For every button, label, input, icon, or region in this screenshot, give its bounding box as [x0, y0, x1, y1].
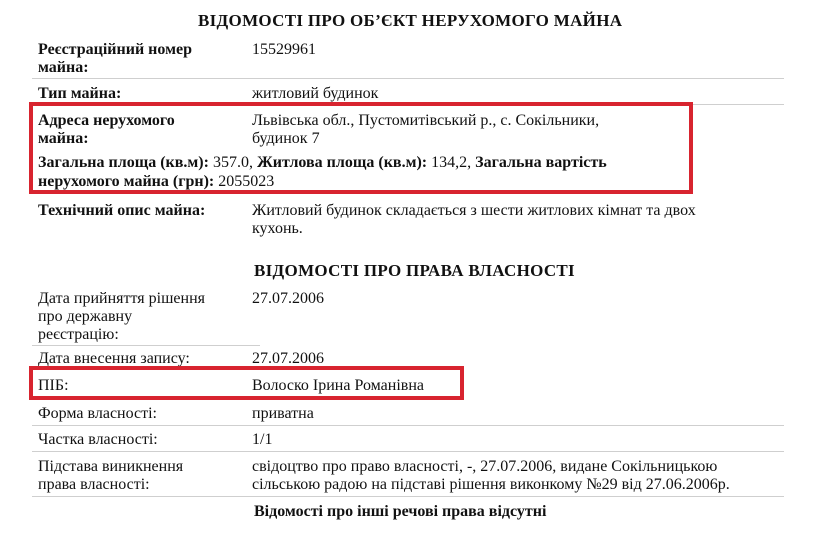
ownership-form-label: Форма власності: [38, 405, 157, 422]
basis-label-line2: права власності: [38, 476, 150, 493]
reg-number-label-line2: майна: [38, 59, 89, 76]
living-area-label: Житлова площа (кв.м): [256, 154, 428, 171]
share-value: 1/1 [252, 431, 273, 448]
name-value: Волоско Ірина Романівна [252, 377, 424, 394]
share-label: Частка власності: [38, 431, 158, 448]
other-rights-footer: Відомості про інші речові права відсутні [254, 503, 547, 520]
type-value: житловий будинок [252, 85, 379, 102]
row-separator [32, 425, 784, 426]
row-separator [32, 345, 260, 346]
address-label-line1: Адреса нерухомого [38, 112, 175, 129]
address-value-line2: будинок 7 [252, 130, 320, 147]
address-value-line1: Львівська обл., Пустомитівський р., с. Сокільники, [252, 112, 600, 129]
highlight-box-name [29, 366, 464, 400]
total-area-value: 357.0, [208, 154, 257, 171]
address-label-line2: майна: [38, 130, 89, 147]
total-cost-value: 2055023 [214, 173, 275, 190]
reg-number-label-line1: Реєстраційний номер [38, 41, 192, 58]
decision-date-label-line2: про державну [38, 308, 133, 325]
tech-desc-value-line1: Житловий будинок складається з шести житлових кімнат та двох [252, 202, 696, 219]
section-title-property: ВІДОМОСТІ ПРО ОБ’ЄКТ НЕРУХОМОГО МАЙНА [198, 11, 623, 30]
row-separator [32, 451, 784, 452]
decision-date-value: 27.07.2006 [252, 290, 324, 307]
basis-label-line1: Підстава виникнення [38, 458, 184, 475]
row-separator [32, 496, 784, 497]
decision-date-label-line3: реєстрацію: [38, 326, 119, 343]
living-area-value: 134,2, [427, 154, 476, 171]
section-title-ownership: ВІДОМОСТІ ПРО ПРАВА ВЛАСНОСТІ [254, 261, 575, 280]
type-label: Тип майна: [38, 85, 122, 102]
basis-value-line2: сільською радою на підставі рішення виконкому №29 від 27.06.2006р. [252, 476, 730, 493]
entry-date-value: 27.07.2006 [252, 350, 324, 367]
name-label: ПІБ: [38, 377, 69, 394]
basis-value-line1: свідоцтво про право власності, -, 27.07.2006, видане Сокільницькою [252, 458, 718, 475]
total-area-label: Загальна площа (кв.м): [38, 154, 209, 171]
entry-date-label: Дата внесення запису: [38, 350, 190, 367]
total-cost-label-part2: нерухомого майна (грн): [38, 173, 215, 190]
decision-date-label-line1: Дата прийняття рішення [38, 290, 205, 307]
ownership-form-value: приватна [252, 405, 314, 422]
total-cost-label-part1: Загальна вартість [475, 154, 607, 171]
tech-desc-label: Технічний опис майна: [38, 202, 206, 219]
row-separator [32, 78, 784, 79]
tech-desc-value-line2: кухонь. [252, 220, 303, 237]
reg-number-value: 15529961 [252, 41, 316, 58]
highlight-box-address [29, 102, 693, 194]
